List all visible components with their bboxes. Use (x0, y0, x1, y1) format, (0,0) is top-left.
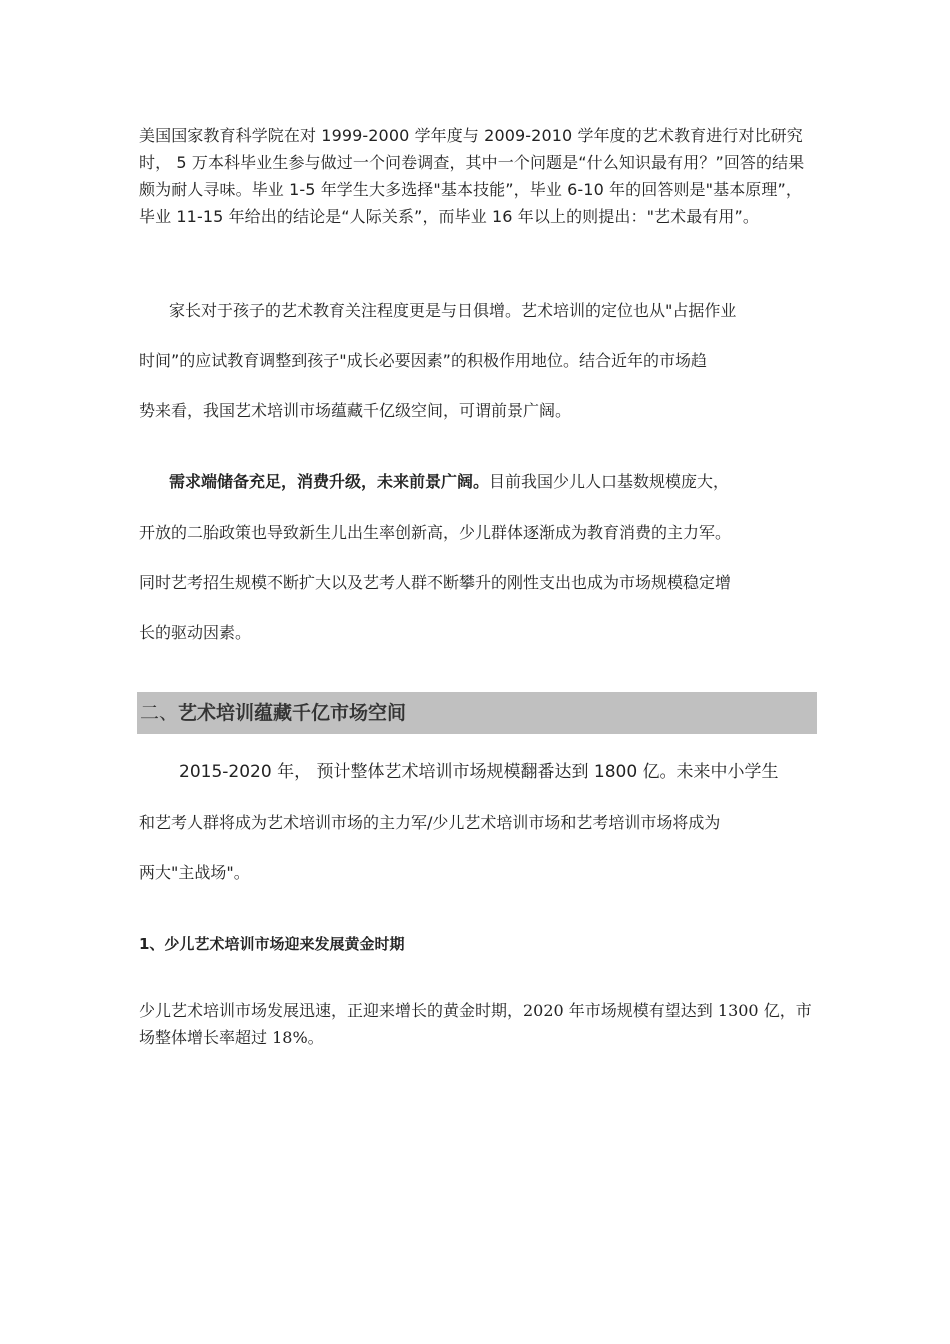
paragraph-line: 同时艺考招生规模不断扩大以及艺考人群不断攀升的刚性支出也成为市场规模稳定增 (139, 573, 732, 592)
paragraph-line: 势来看，我国艺术培训市场蕴藏千亿级空间，可谓前景广阔。 (139, 401, 572, 420)
subsection-heading: 1、少儿艺术培训市场迎来发展黄金时期 (139, 935, 405, 953)
bold-lead-text: 需求端储备充足，消费升级，未来前景广阔。 (169, 472, 490, 491)
paragraph-line: 2015-2020 年， 预计整体艺术培训市场规模翻番达到 1800 亿。未来中小学生 (179, 762, 779, 782)
section-title: 艺术培训蕴藏千亿市场空间 (178, 702, 407, 724)
paragraph-line: 家长对于孩子的艺术教育关注程度更是与日俱增。艺术培训的定位也从"占据作业 (169, 301, 737, 320)
paragraph-text: 目前我国少儿人口基数规模庞大， (489, 472, 730, 491)
paragraph-line: 两大"主战场"。 (139, 863, 250, 882)
section-number: 二、 (140, 702, 179, 724)
paragraph-line (139, 471, 849, 493)
paragraph-line: 长的驱动因素。 (139, 623, 252, 642)
paragraph-line: 开放的二胎政策也导致新生儿出生率创新高，少儿群体逐渐成为教育消费的主力军。 (139, 523, 732, 542)
section-heading (140, 701, 406, 725)
paragraph-line: 和艺考人群将成为艺术培训市场的主力军/少儿艺术培训市场和艺考培训市场将成为 (139, 813, 721, 832)
paragraph-line: 时间”的应试教育调整到孩子"成长必要因素”的积极作用地位。结合近年的市场趋 (139, 351, 707, 370)
serif-paragraph: 少儿艺术培训市场发展迅速，正迎来增长的黄金时期，2020 年市场规模有望达到 1300 亿，市场整体增长率超过 18%。 (139, 1001, 812, 1047)
intro-paragraph: 美国国家教育科学院在对 1999-2000 学年度与 2009-2010 学年度的艺术教育进行对比研究时， 5 万本科毕业生参与做过一个问卷调查，其中一个问题是“什么知识最有用？”回答的结果颇为耐人寻味。毕业 1-5 年学生大多选择"基本技能”，毕业 6-10 年的回答则是"基本原理”，毕业 11-15 年给出的结论是“人际关系”，而毕业 16 年以上的则提出："艺术最有用”。 (139, 126, 805, 226)
